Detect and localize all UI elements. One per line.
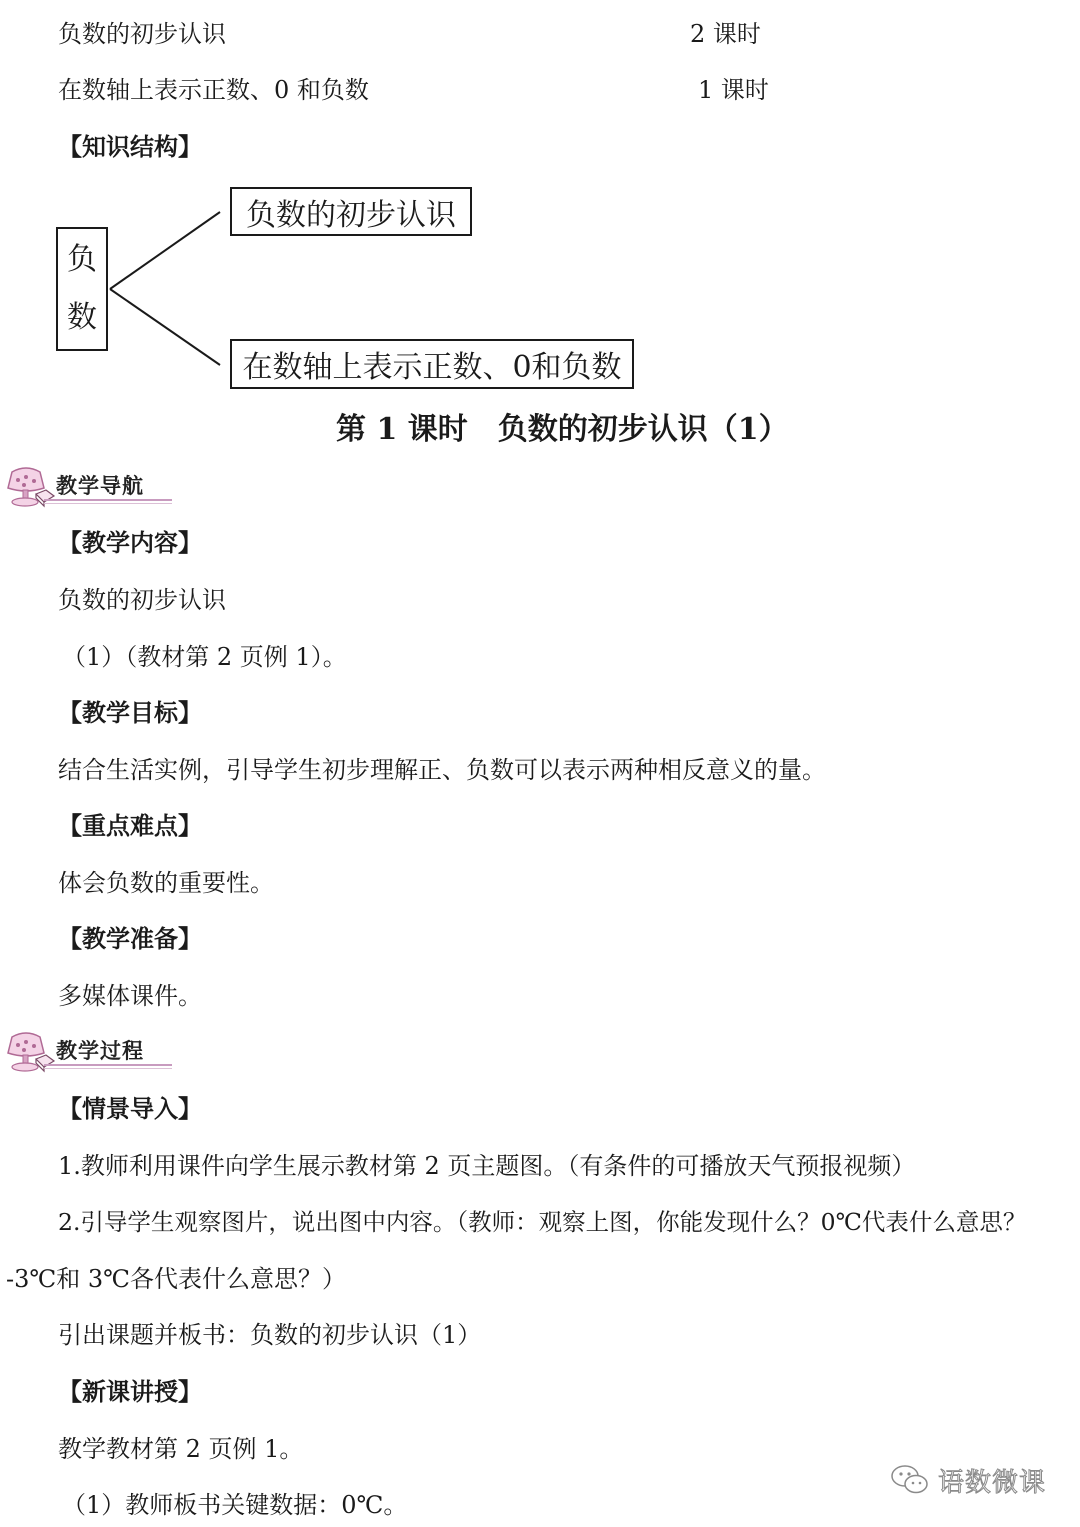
wechat-icon	[890, 1462, 930, 1496]
book-icon	[34, 488, 56, 508]
section-underline-thin	[44, 503, 172, 504]
root-node-char-1: 负	[67, 242, 97, 277]
teaching-goal-text: 结合生活实例，引导学生初步理解正、负数可以表示两种相反意义的量。	[58, 756, 826, 784]
section-underline	[44, 1064, 172, 1066]
overview-topic-1: 负数的初步认识	[58, 20, 226, 48]
intro-step-3: 引出课题并板书：负数的初步认识（1）	[58, 1321, 482, 1349]
teaching-content-line-1: 负数的初步认识	[58, 586, 226, 614]
section-header-teaching-nav	[4, 466, 179, 510]
overview-hours-1: 2 课时	[690, 20, 761, 48]
intro-heading: 【情景导入】	[58, 1094, 202, 1123]
lesson-title: 第 1 课时 负数的初步认识（1）	[336, 412, 789, 447]
intro-step-2-line-2: -3℃和 3℃各代表什么意思？）	[6, 1265, 346, 1293]
intro-step-1: 1.教师利用课件向学生展示教材第 2 页主题图。（有条件的可播放天气预报视频）	[58, 1152, 916, 1180]
section-underline-thin	[44, 1068, 172, 1069]
branch-line-bottom	[110, 289, 220, 365]
section-label-teaching-nav: 教学导航	[56, 474, 144, 498]
root-node-char-2: 数	[67, 300, 97, 335]
section-header-teaching-process	[4, 1031, 179, 1075]
preparation-text: 多媒体课件。	[58, 982, 202, 1010]
teaching-content-heading: 【教学内容】	[58, 528, 202, 557]
section-underline	[44, 499, 172, 501]
overview-topic-2: 在数轴上表示正数、0 和负数	[58, 76, 369, 104]
watermark-text: 语数微课	[938, 1468, 1047, 1498]
branch-line-top	[110, 212, 220, 289]
intro-step-2-line-1: 2.引导学生观察图片，说出图中内容。（教师：观察上图，你能发现什么？0℃代表什么意思？	[58, 1208, 1027, 1236]
branch-node-bottom: 在数轴上表示正数、0和负数	[230, 339, 634, 389]
key-points-text: 体会负数的重要性。	[58, 869, 274, 897]
new-lesson-line-2: （1）教师板书关键数据：0℃。	[62, 1491, 408, 1519]
new-lesson-line-1: 教学教材第 2 页例 1。	[58, 1435, 304, 1463]
section-label-teaching-process: 教学过程	[56, 1039, 144, 1063]
overview-hours-2: 1 课时	[698, 76, 769, 104]
teaching-goal-heading: 【教学目标】	[58, 698, 202, 727]
preparation-heading: 【教学准备】	[58, 924, 202, 953]
new-lesson-heading: 【新课讲授】	[58, 1377, 202, 1406]
book-icon	[34, 1053, 56, 1073]
key-points-heading: 【重点难点】	[58, 811, 202, 840]
teaching-content-line-2: （1）（教材第 2 页例 1）。	[62, 643, 347, 671]
knowledge-structure-heading: 【知识结构】	[58, 132, 202, 161]
branch-node-top: 负数的初步认识	[230, 187, 472, 236]
